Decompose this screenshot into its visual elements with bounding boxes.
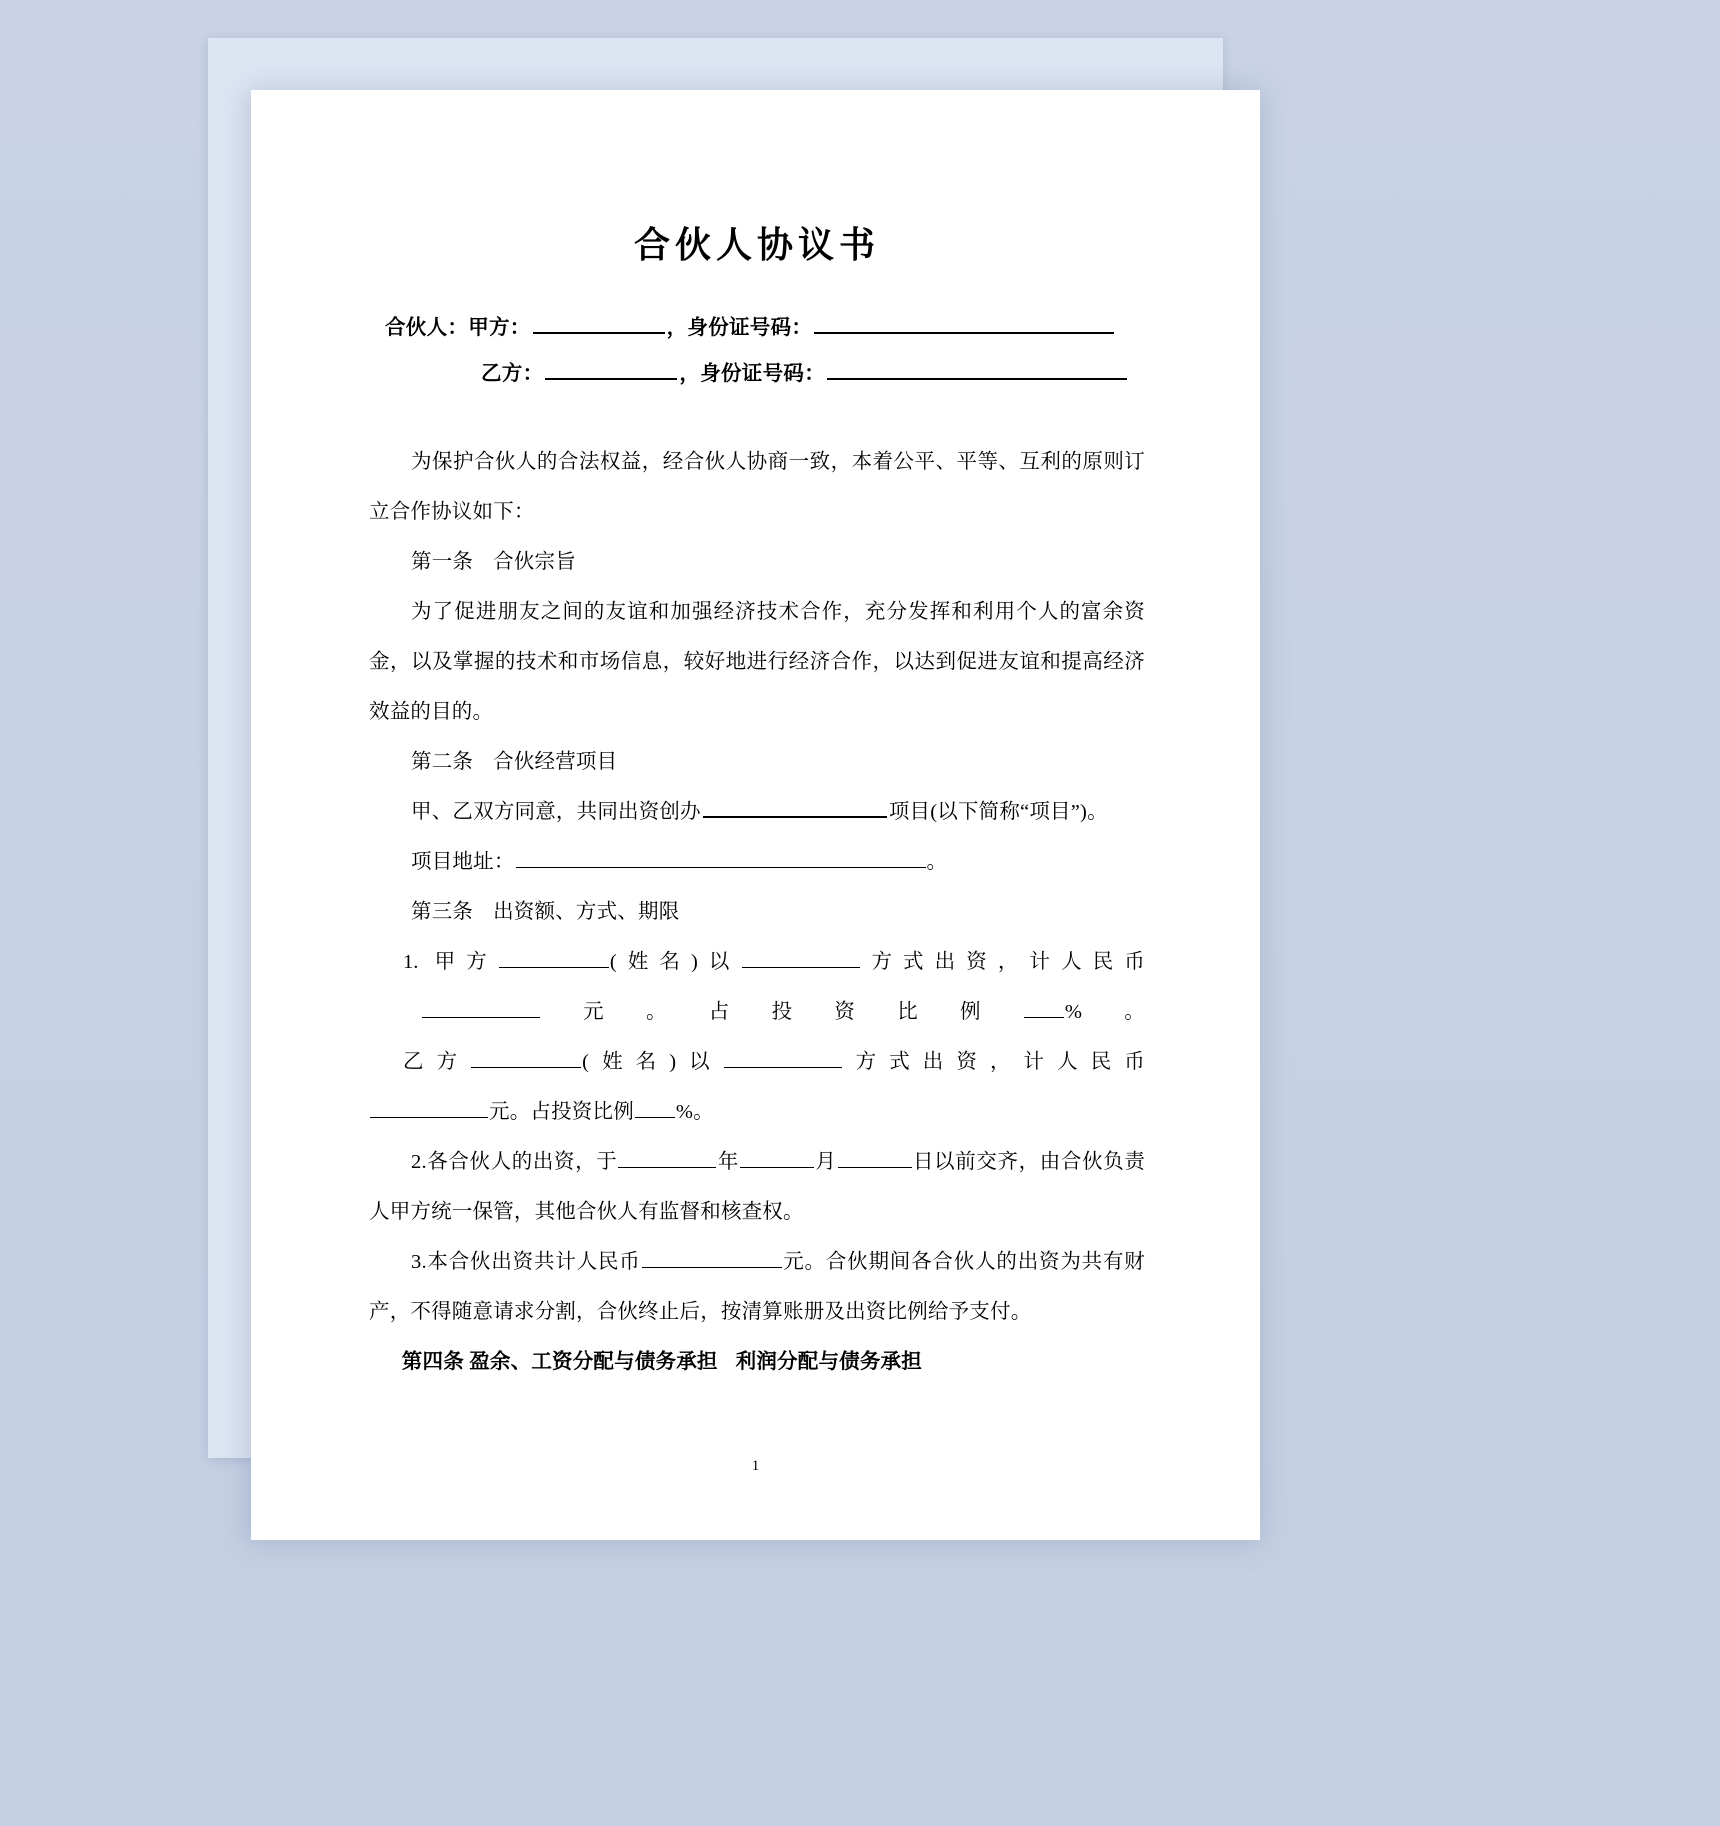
clause-1-body: 为了促进朋友之间的友谊和加强经济技术合作，充分发挥和利用个人的富余资金，以及掌握的技术和市场信息，较好地进行经济合作，以达到促进友谊和提高经济效益的目的。 xyxy=(369,601,1145,724)
clause-4-number: 第四条 xyxy=(401,1351,464,1374)
clause-3-number: 第三条 xyxy=(411,901,474,924)
clause-3-item-2-after-way: 方式出资， xyxy=(842,1051,1024,1074)
contrib-year-label: 年 xyxy=(717,1151,739,1174)
clause-1-number: 第一条 xyxy=(411,551,474,574)
clause-3-item-1-line-2 xyxy=(369,987,1145,1037)
clause-3-item-1-pct-suffix: %。 xyxy=(1064,1001,1145,1024)
clause-3-item3-prefix: 3.本合伙出资共计人民币 xyxy=(411,1251,641,1274)
clause-4-title: 盈余、工资分配与债务承担 xyxy=(469,1351,718,1374)
contrib-month-label: 月 xyxy=(815,1151,837,1174)
page-title: 合伙人协议书 xyxy=(633,225,880,265)
clause-2-line2-after: 。 xyxy=(926,851,948,874)
contrib-day-blank[interactable] xyxy=(838,1151,912,1168)
party-a-line xyxy=(385,305,1145,351)
document-body xyxy=(369,90,1145,1540)
party-a-contrib-way-blank[interactable] xyxy=(742,951,860,968)
clause-3-item-2-unit: 元。占投资比例 xyxy=(489,1101,634,1124)
party-a-pct-blank[interactable] xyxy=(1024,1001,1064,1018)
party-a-name-blank[interactable] xyxy=(533,314,665,334)
clause-2-title: 合伙经营项目 xyxy=(493,751,618,774)
clause-3-item-2-currency: 计人民币 xyxy=(1023,1051,1145,1074)
clause-2-line1-after: 项目(以下简称“项目”)。 xyxy=(888,801,1108,824)
clause-3-item-1-after-way: 方式出资， xyxy=(860,951,1030,974)
party-b-pct-blank[interactable] xyxy=(635,1101,675,1118)
clause-3-item-1-line-1 xyxy=(369,937,1145,987)
party-b-id-blank[interactable] xyxy=(827,360,1127,380)
project-address-label: 项目地址： xyxy=(411,851,515,874)
page-number-footer: 1 xyxy=(751,1458,760,1474)
party-a-id-blank[interactable] xyxy=(814,314,1114,334)
clause-3-heading xyxy=(369,887,1145,937)
clause-3-item-2-line-1 xyxy=(369,1037,1145,1087)
clause-2-heading xyxy=(369,737,1145,787)
clause-2-line-2 xyxy=(369,837,1145,887)
clause-1-heading xyxy=(369,537,1145,587)
party-b-contrib-way-blank[interactable] xyxy=(724,1051,842,1068)
clause-3-item3-suffix: 元。合伙期间各合伙人的出资为共有财产，不得随意请求分割，合伙终止后，按清算账册及出资比例给予支付。 xyxy=(369,1251,1145,1324)
clause-4-heading xyxy=(369,1337,1145,1387)
party-a-amount-blank[interactable] xyxy=(422,1001,540,1018)
clause-2-line1-before: 甲、乙双方同意，共同出资创办 xyxy=(411,801,701,824)
party-b-contrib-name-blank[interactable] xyxy=(471,1051,581,1068)
party-b-line xyxy=(385,351,1145,397)
clause-3-item2-prefix: 2.各合伙人的出资，于 xyxy=(411,1151,618,1174)
parties-block xyxy=(369,305,1145,397)
clause-3-item-2-party: 乙方 xyxy=(403,1051,471,1074)
party-a-label: 甲方： xyxy=(468,317,531,340)
clause-3-title: 出资额、方式、期限 xyxy=(493,901,680,924)
clause-3-item-1-after-name: (姓名)以 xyxy=(609,951,741,974)
clause-1-title: 合伙宗旨 xyxy=(493,551,576,574)
clause-3-item-1-number: 1. xyxy=(403,951,419,974)
project-address-blank[interactable] xyxy=(516,851,926,868)
contrib-year-blank[interactable] xyxy=(618,1151,716,1168)
clause-3-item-3-paragraph xyxy=(369,1237,1145,1337)
party-a-id-label: ，身份证号码： xyxy=(666,317,813,340)
project-name-blank[interactable] xyxy=(703,798,887,818)
total-contribution-blank[interactable] xyxy=(642,1251,782,1268)
clause-3-item-2-pct-suffix: %。 xyxy=(675,1101,714,1124)
party-a-contrib-name-blank[interactable] xyxy=(499,951,609,968)
clause-2-line-1 xyxy=(369,787,1145,837)
clause-3-item-2-line-2 xyxy=(369,1087,1145,1137)
clause-3-item-2-paragraph xyxy=(369,1137,1145,1237)
party-b-id-label: ，身份证号码： xyxy=(679,363,826,386)
clause-3-item-1-currency: 计人民币 xyxy=(1029,951,1146,974)
preamble-paragraph: 为保护合伙人的合法权益，经合伙人协商一致，本着公平、平等、互利的原则订立合作协议如下： xyxy=(369,451,1145,524)
clause-4-title-2: 利润分配与债务承担 xyxy=(735,1351,922,1374)
spacer xyxy=(369,397,1145,437)
party-b-amount-blank[interactable] xyxy=(370,1101,488,1118)
clause-3-item-1-unit: 元。占投资比例 xyxy=(541,1001,1023,1024)
document-page xyxy=(251,90,1260,1540)
contrib-month-blank[interactable] xyxy=(740,1151,814,1168)
clause-3-item2-rest: 日以前交齐，由合伙负责人甲方统一保管，其他合伙人有监督和核查权。 xyxy=(369,1151,1146,1224)
clause-3-item-2-after-name: (姓名)以 xyxy=(582,1051,723,1074)
party-b-name-blank[interactable] xyxy=(545,360,677,380)
clause-3-item-1-party: 甲方 xyxy=(434,951,498,974)
partners-label: 合伙人： xyxy=(385,317,469,340)
clause-2-number: 第二条 xyxy=(411,751,474,774)
party-b-label: 乙方： xyxy=(481,363,544,386)
